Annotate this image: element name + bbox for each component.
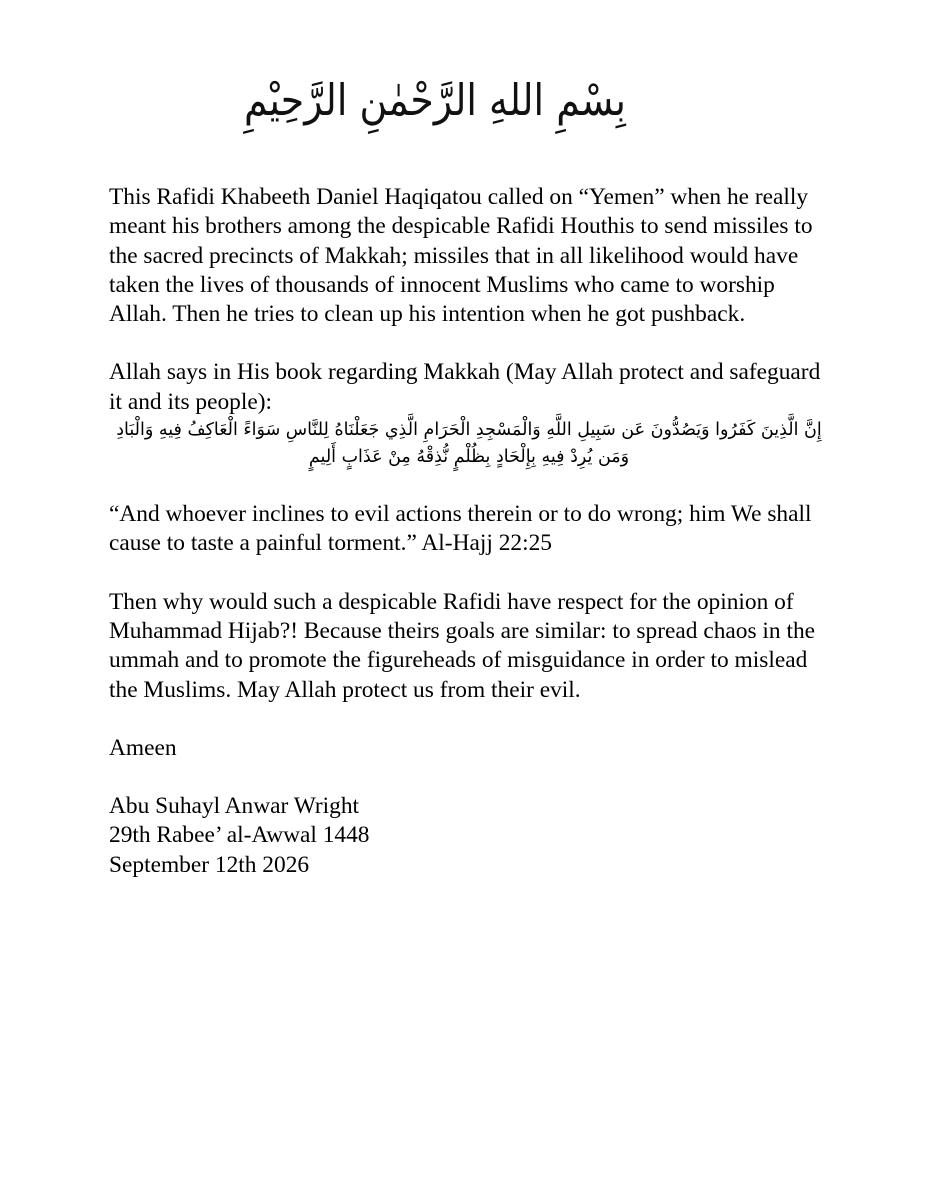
arabic-verse: إِنَّ الَّذِينَ كَفَرُوا وَيَصُدُّونَ عَن سَبِيلِ اللَّهِ وَالْمَسْجِدِ الْحَرَامِ الَّذِي جَعَلْنَاهُ لِلنَّاسِ سَوَاءً الْعَاكِفُ فِيهِ وَالْبَادِ وَمَن يُرِدْ فِيهِ بِإِلْحَادٍ بِظُلْمٍ نُّذِقْهُ مِنْ عَذَابٍ أَلِيمٍ — [116, 420, 822, 468]
signature-name: Abu Suhayl Anwar Wright — [109, 793, 360, 820]
signature-gregorian-date: September 12th 2026 — [109, 851, 310, 878]
signature-hijri-date: 29th Rabee’ al-Awwal 1448 — [109, 822, 370, 849]
verse-translation: “And whoever inclines to evil actions therein or to do wrong; him We shall cause to taste a painful torment.” Al-Hajj 22:25 — [109, 501, 812, 557]
paragraph-intro: This Rafidi Khabeeth Daniel Haqiqatou called on “Yemen” when he really meant his brothers among the despicable Rafidi Houthis to send missiles to the sacred precincts of Makkah; missiles that in all likelihood would have taken the lives of thousands of innocent Muslims who came to worship Allah. Then he tries to clean up his intention when he got pushback. — [109, 184, 813, 328]
basmala-text: بِسْمِ اللهِ الرَّحْمٰنِ الرَّحِيْمِ — [244, 74, 626, 126]
paragraph-conclusion: Then why would such a despicable Rafidi have respect for the opinion of Muhammad Hijab?! Because theirs goals are similar: to spread chaos in the ummah and to promote the figureheads of misguidance in order to mislead the Muslims. May Allah protect us from their evil. — [109, 588, 816, 703]
document-body — [109, 183, 829, 880]
ameen-text: Ameen — [109, 734, 177, 761]
paragraph-allah-says: Allah says in His book regarding Makkah (May Allah protect and safeguard it and its people): — [109, 359, 821, 415]
basmala-calligraphy — [244, 60, 626, 140]
signature-block — [109, 792, 829, 880]
